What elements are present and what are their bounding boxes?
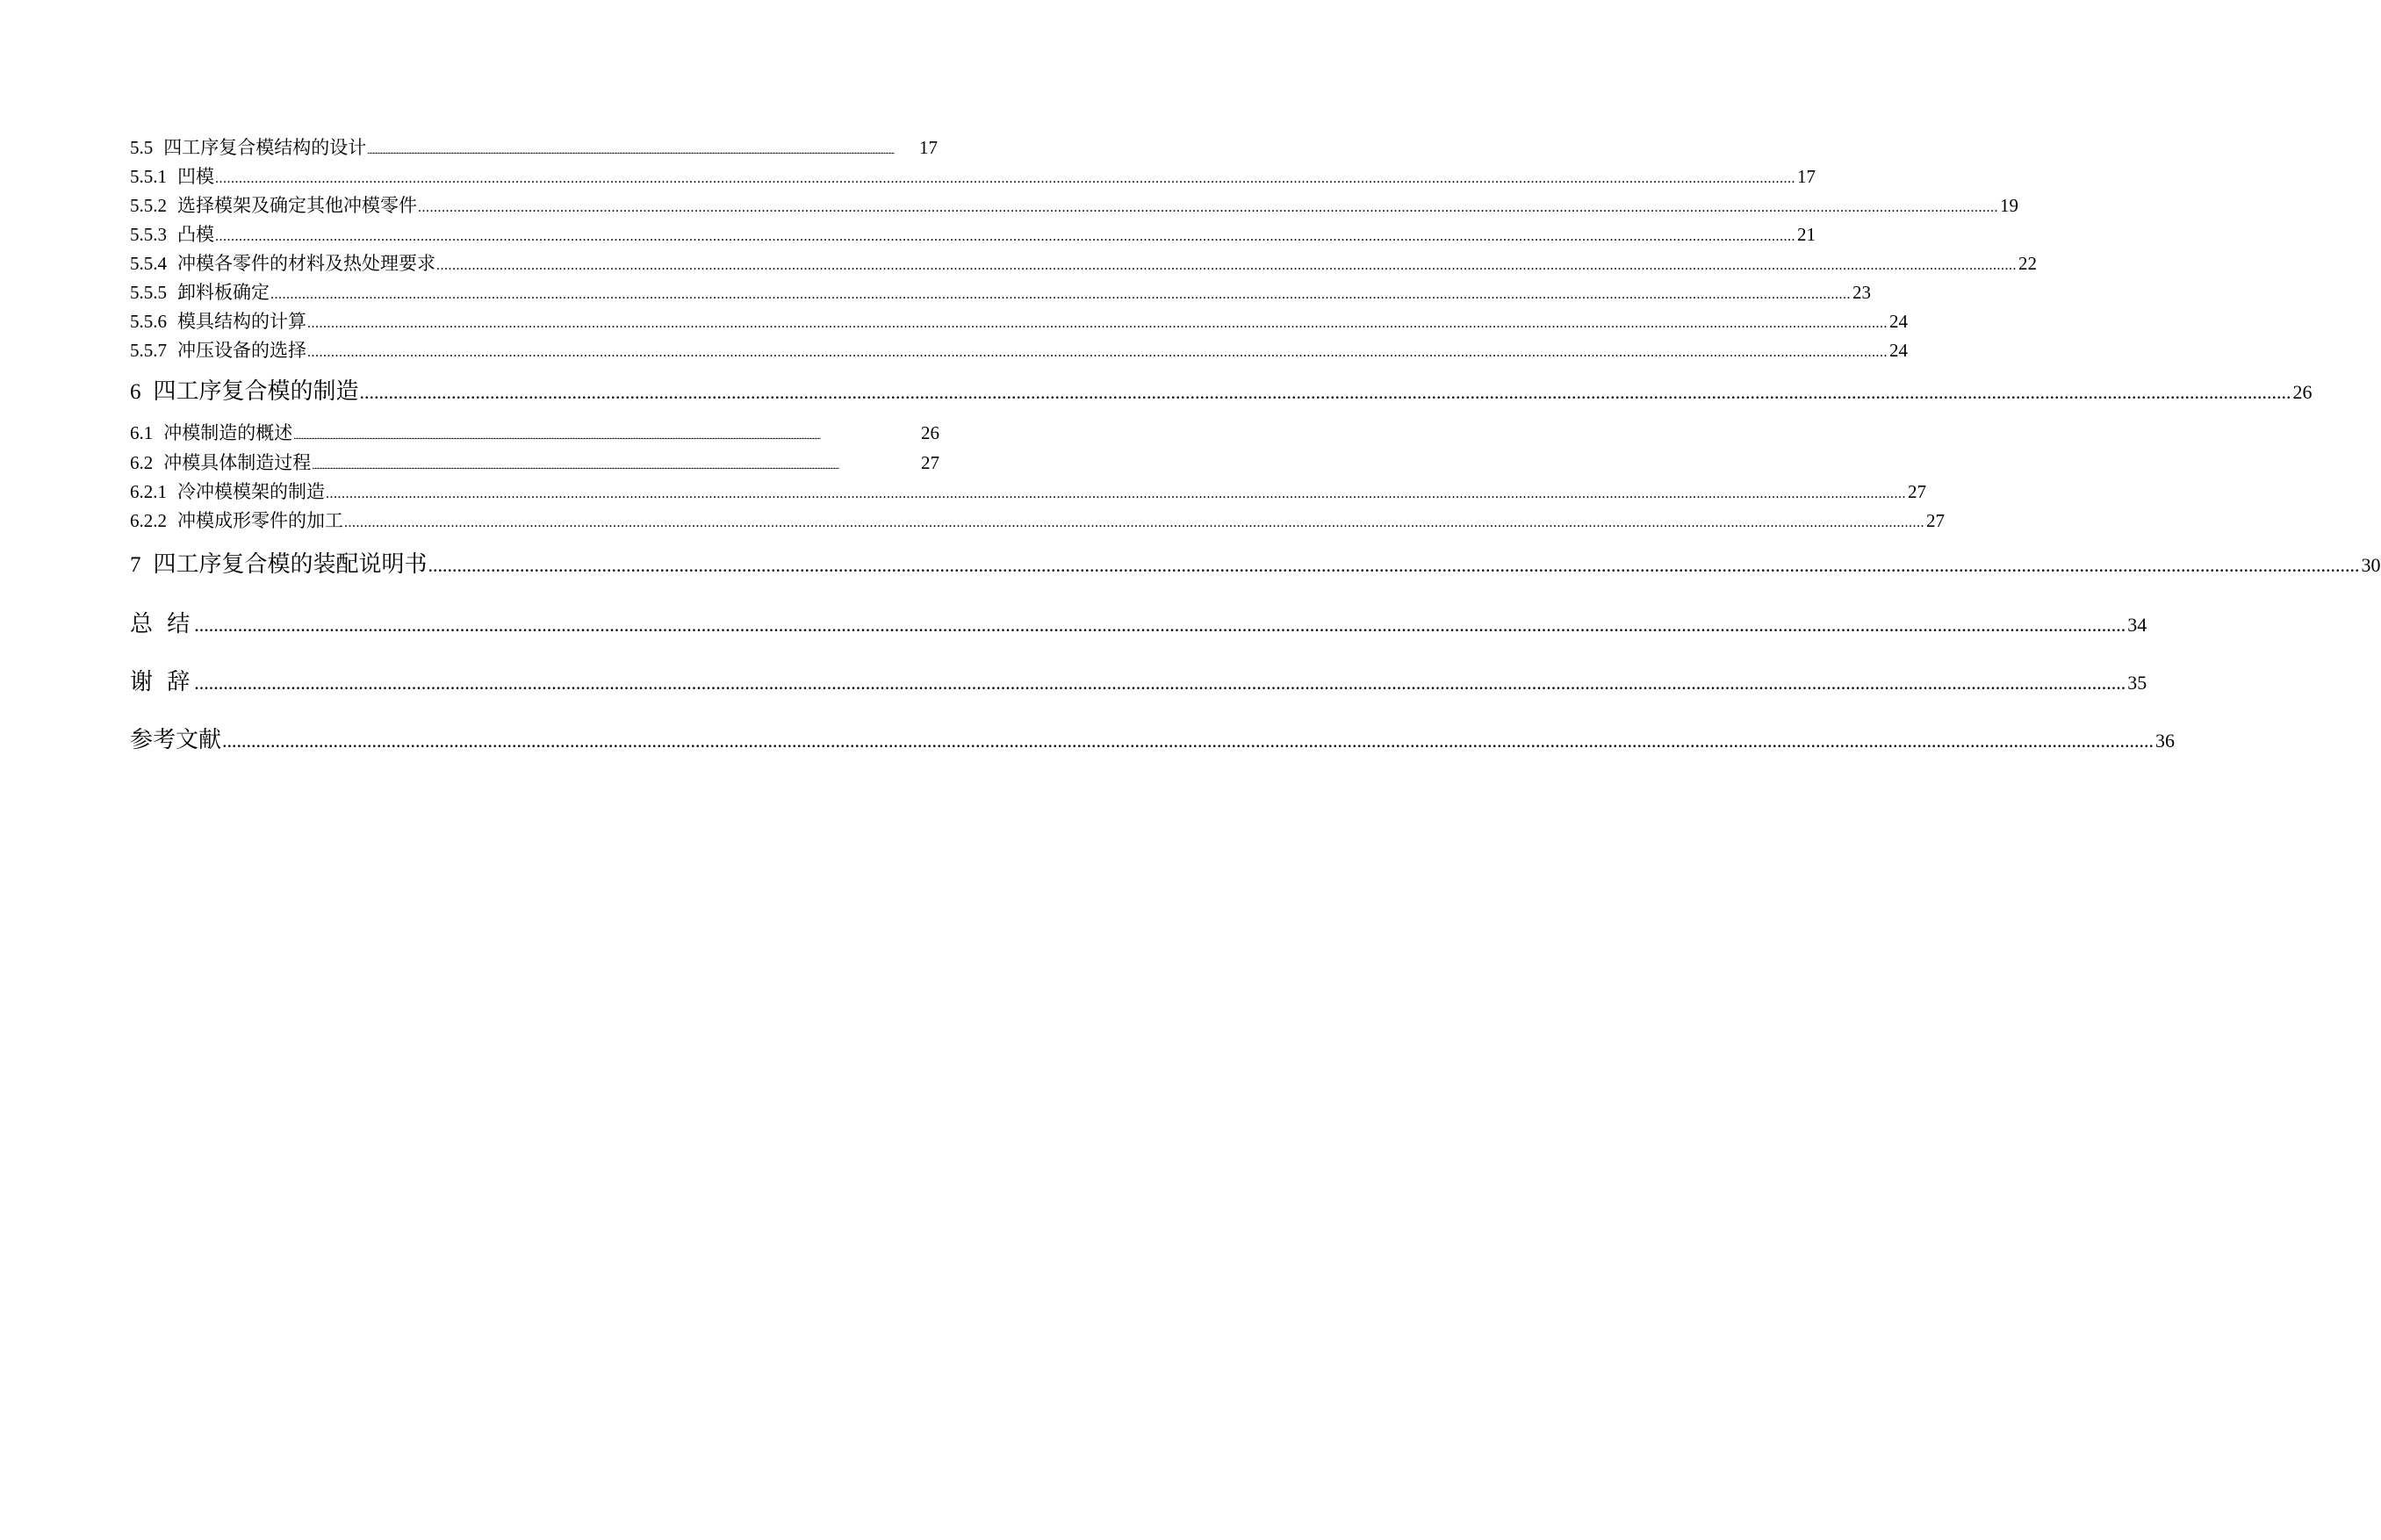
toc-entry-page: 21 — [1797, 224, 1816, 245]
toc-dot-leader: ................................................................................................................................................................................................................................................................................................................................................................................................................ — [367, 147, 895, 156]
toc-dot-leader: ................................................................................................................................................................................................................................................................................................................................................................................................................ — [307, 316, 1888, 331]
toc-entry[interactable] — [130, 220, 1816, 245]
toc-entry-title: 冲模具体制造过程 — [163, 452, 312, 473]
toc-entry-page: 27 — [1908, 481, 1926, 502]
toc-entry[interactable] — [130, 606, 2147, 637]
toc-entry[interactable] — [130, 336, 1908, 361]
toc-dot-leader: ................................................................................................................................................................................................................................................................................................................................................................................................................ — [344, 515, 1924, 530]
toc-entry[interactable] — [130, 373, 2313, 405]
toc-entry-number: 5.5.5 — [130, 282, 167, 303]
toc-entry-page: 36 — [2155, 730, 2176, 752]
toc-dot-leader: ................................................................................................................................................................................................................................................................................................................................................................................................................ — [215, 171, 1795, 186]
toc-entry-number: 6.2.1 — [130, 481, 167, 502]
toc-entry-number: 5.5.4 — [130, 253, 167, 274]
toc-entry-number: 5.5.2 — [130, 195, 167, 216]
toc-entry[interactable] — [130, 664, 2147, 695]
toc-entry-title: 总 结 — [130, 611, 194, 637]
toc-entry[interactable] — [130, 722, 2176, 753]
toc-entry-title: 参考文献 — [130, 727, 222, 753]
toc-entry-number: 5.5.6 — [130, 311, 167, 332]
toc-entry-page: 30 — [2361, 554, 2381, 576]
toc-entry[interactable] — [130, 546, 2381, 578]
toc-entry-title: 凹模 — [177, 166, 214, 187]
toc-entry[interactable] — [130, 249, 2037, 274]
toc-entry-page: 35 — [2127, 672, 2147, 694]
toc-entry-page: 34 — [2127, 614, 2147, 636]
toc-entry-number: 5.5.7 — [130, 340, 167, 361]
toc-entry-title: 凸模 — [177, 224, 214, 245]
toc-entry-page: 17 — [1797, 166, 1816, 187]
toc-entry-title: 冷冲模模架的制造 — [177, 481, 325, 502]
toc-entry-page: 24 — [1889, 311, 1908, 332]
toc-entry-number: 6.2 — [130, 452, 154, 473]
toc-dot-leader: ................................................................................................................................................................................................................................................................................................................................................................................................................ — [194, 672, 2126, 694]
toc-dot-leader: ................................................................................................................................................................................................................................................................................................................................................................................................................ — [215, 229, 1795, 244]
toc-entry[interactable] — [130, 478, 1926, 502]
toc-dot-leader: ................................................................................................................................................................................................................................................................................................................................................................................................................ — [326, 486, 1906, 501]
toc-entry[interactable] — [130, 507, 1945, 531]
toc-entry-number: 7 — [130, 553, 141, 577]
toc-entry[interactable] — [130, 307, 1908, 332]
toc-entry-title: 四工序复合模的制造 — [153, 378, 359, 405]
toc-entry-page: 23 — [1852, 282, 1871, 303]
toc-entry-number: 5.5 — [130, 137, 154, 158]
toc-entry-number: 6 — [130, 380, 141, 404]
toc-entry[interactable] — [130, 133, 938, 158]
toc-entry-page: 27 — [921, 452, 939, 473]
toc-entry-title: 冲模制造的概述 — [163, 422, 293, 443]
toc-entry-page: 26 — [921, 422, 939, 443]
toc-entry-title: 四工序复合模结构的设计 — [163, 137, 367, 158]
toc-dot-leader: ................................................................................................................................................................................................................................................................................................................................................................................................................ — [359, 381, 2291, 403]
toc-entry-title: 模具结构的计算 — [177, 311, 306, 332]
toc-dot-leader: ................................................................................................................................................................................................................................................................................................................................................................................................................ — [428, 554, 2360, 576]
toc-entry-page: 17 — [919, 137, 938, 158]
toc-dot-leader: ................................................................................................................................................................................................................................................................................................................................................................................................................ — [307, 345, 1888, 360]
toc-entry[interactable] — [130, 278, 1871, 303]
toc-entry-title: 选择模架及确定其他冲模零件 — [177, 195, 417, 216]
toc-dot-leader: ................................................................................................................................................................................................................................................................................................................................................................................................................ — [270, 287, 1851, 302]
toc-dot-leader: ................................................................................................................................................................................................................................................................................................................................................................................................................ — [222, 730, 2154, 752]
toc-entry-title: 谢 辞 — [130, 669, 194, 695]
toc-entry-page: 24 — [1889, 340, 1908, 361]
toc-dot-leader: ................................................................................................................................................................................................................................................................................................................................................................................................................ — [293, 432, 821, 442]
toc-entry-page: 26 — [2292, 381, 2313, 403]
toc-entry[interactable] — [130, 449, 939, 473]
toc-entry[interactable] — [130, 191, 2018, 216]
toc-entry-title: 卸料板确定 — [177, 282, 270, 303]
toc-entry[interactable] — [130, 419, 939, 443]
toc-dot-leader: ................................................................................................................................................................................................................................................................................................................................................................................................................ — [436, 258, 2017, 273]
toc-dot-leader: ................................................................................................................................................................................................................................................................................................................................................................................................................ — [312, 462, 839, 471]
toc-entry-title: 冲模成形零件的加工 — [177, 510, 343, 531]
toc-entry-number: 6.1 — [130, 422, 154, 443]
toc-dot-leader: ................................................................................................................................................................................................................................................................................................................................................................................................................ — [194, 614, 2126, 636]
toc-dot-leader: ................................................................................................................................................................................................................................................................................................................................................................................................................ — [418, 200, 1998, 215]
toc-entry-title: 冲压设备的选择 — [177, 340, 306, 361]
toc-entry-title: 四工序复合模的装配说明书 — [153, 551, 428, 578]
toc-entry-page: 19 — [2000, 195, 2018, 216]
toc-entry-number: 5.5.3 — [130, 224, 167, 245]
toc-entry[interactable] — [130, 162, 1816, 187]
toc-entry-page: 27 — [1926, 510, 1945, 531]
toc-entry-title: 冲模各零件的材料及热处理要求 — [177, 253, 435, 274]
toc-entry-number: 6.2.2 — [130, 510, 167, 531]
toc-entry-page: 22 — [2018, 253, 2037, 274]
toc-entry-number: 5.5.1 — [130, 166, 167, 187]
